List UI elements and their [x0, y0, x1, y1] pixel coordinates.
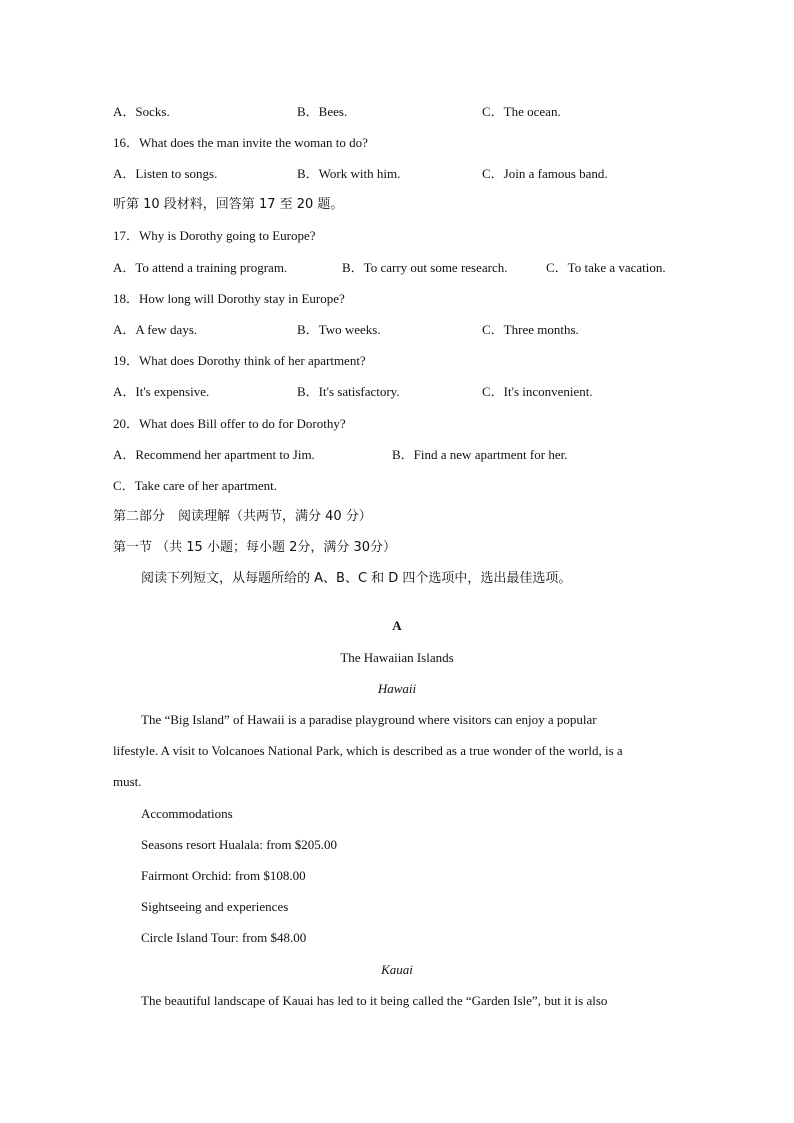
q18-option-c: C．Three months.: [482, 322, 579, 337]
q19-option-a: A．It's expensive.: [113, 384, 210, 399]
q17-option-b: B．To carry out some research.: [342, 260, 508, 275]
reading-instruction: 阅读下列短文，从每题所给的 A、B、C 和 D 四个选项中，选出最佳选项。: [141, 571, 572, 586]
kauai-heading: Kauai: [381, 962, 413, 977]
hawaii-paragraph-line3: must.: [113, 774, 142, 789]
hawaii-heading: Hawaii: [377, 681, 417, 696]
accommodation-item: Fairmont Orchid: from $108.00: [141, 868, 306, 883]
kauai-paragraph-line1: The beautiful landscape of Kauai has led to it being called the “Garden Isle”, but it is also: [141, 993, 608, 1008]
q18-stem: 18．How long will Dorothy stay in Europe?: [113, 291, 345, 306]
q18-option-a: A．A few days.: [113, 322, 198, 337]
q19-stem: 19．What does Dorothy think of her apartment?: [113, 353, 366, 368]
passage-title: The Hawaiian Islands: [340, 650, 454, 665]
section10-instruction: 听第 10 段材料，回答第 17 至 20 题。: [113, 197, 344, 212]
sightseeing-label: Sightseeing and experiences: [141, 899, 289, 914]
q17-option-a: A．To attend a training program.: [113, 260, 288, 275]
passage-letter: A: [392, 618, 402, 633]
accommodation-item: Seasons resort Hualala: from $205.00: [141, 837, 338, 852]
q16-stem: 16．What does the man invite the woman to do?: [113, 135, 368, 150]
q15-option-b: B．Bees.: [297, 104, 348, 119]
q16-option-c: C．Join a famous band.: [482, 166, 608, 181]
q17-stem: 17．Why is Dorothy going to Europe?: [113, 228, 316, 243]
q17-option-c: C．To take a vacation.: [546, 260, 666, 275]
q20-option-c: C．Take care of her apartment.: [113, 478, 278, 493]
section1-heading: 第一节 （共 15 小题；每小题 2分，满分 30分）: [113, 540, 397, 555]
q20-option-a: A．Recommend her apartment to Jim.: [113, 447, 315, 462]
q19-option-b: B．It's satisfactory.: [297, 384, 400, 399]
q18-option-b: B．Two weeks.: [297, 322, 381, 337]
tour-item: Circle Island Tour: from $48.00: [141, 930, 307, 945]
q16-option-a: A．Listen to songs.: [113, 166, 218, 181]
part2-heading: 第二部分 阅读理解（共两节，满分 40 分）: [113, 509, 372, 524]
accommodations-label: Accommodations: [141, 806, 233, 821]
q20-stem: 20．What does Bill offer to do for Dorothy?: [113, 416, 346, 431]
q15-option-c: C．The ocean.: [482, 104, 561, 119]
hawaii-paragraph-line2: lifestyle. A visit to Volcanoes National Park, which is described as a true wonder of the world, is a: [113, 743, 623, 758]
hawaii-paragraph-line1: The “Big Island” of Hawaii is a paradise playground where visitors can enjoy a popular: [141, 712, 597, 727]
q20-option-b: B．Find a new apartment for her.: [392, 447, 568, 462]
q16-option-b: B．Work with him.: [297, 166, 401, 181]
q15-option-a: A．Socks.: [113, 104, 170, 119]
q19-option-c: C．It's inconvenient.: [482, 384, 593, 399]
